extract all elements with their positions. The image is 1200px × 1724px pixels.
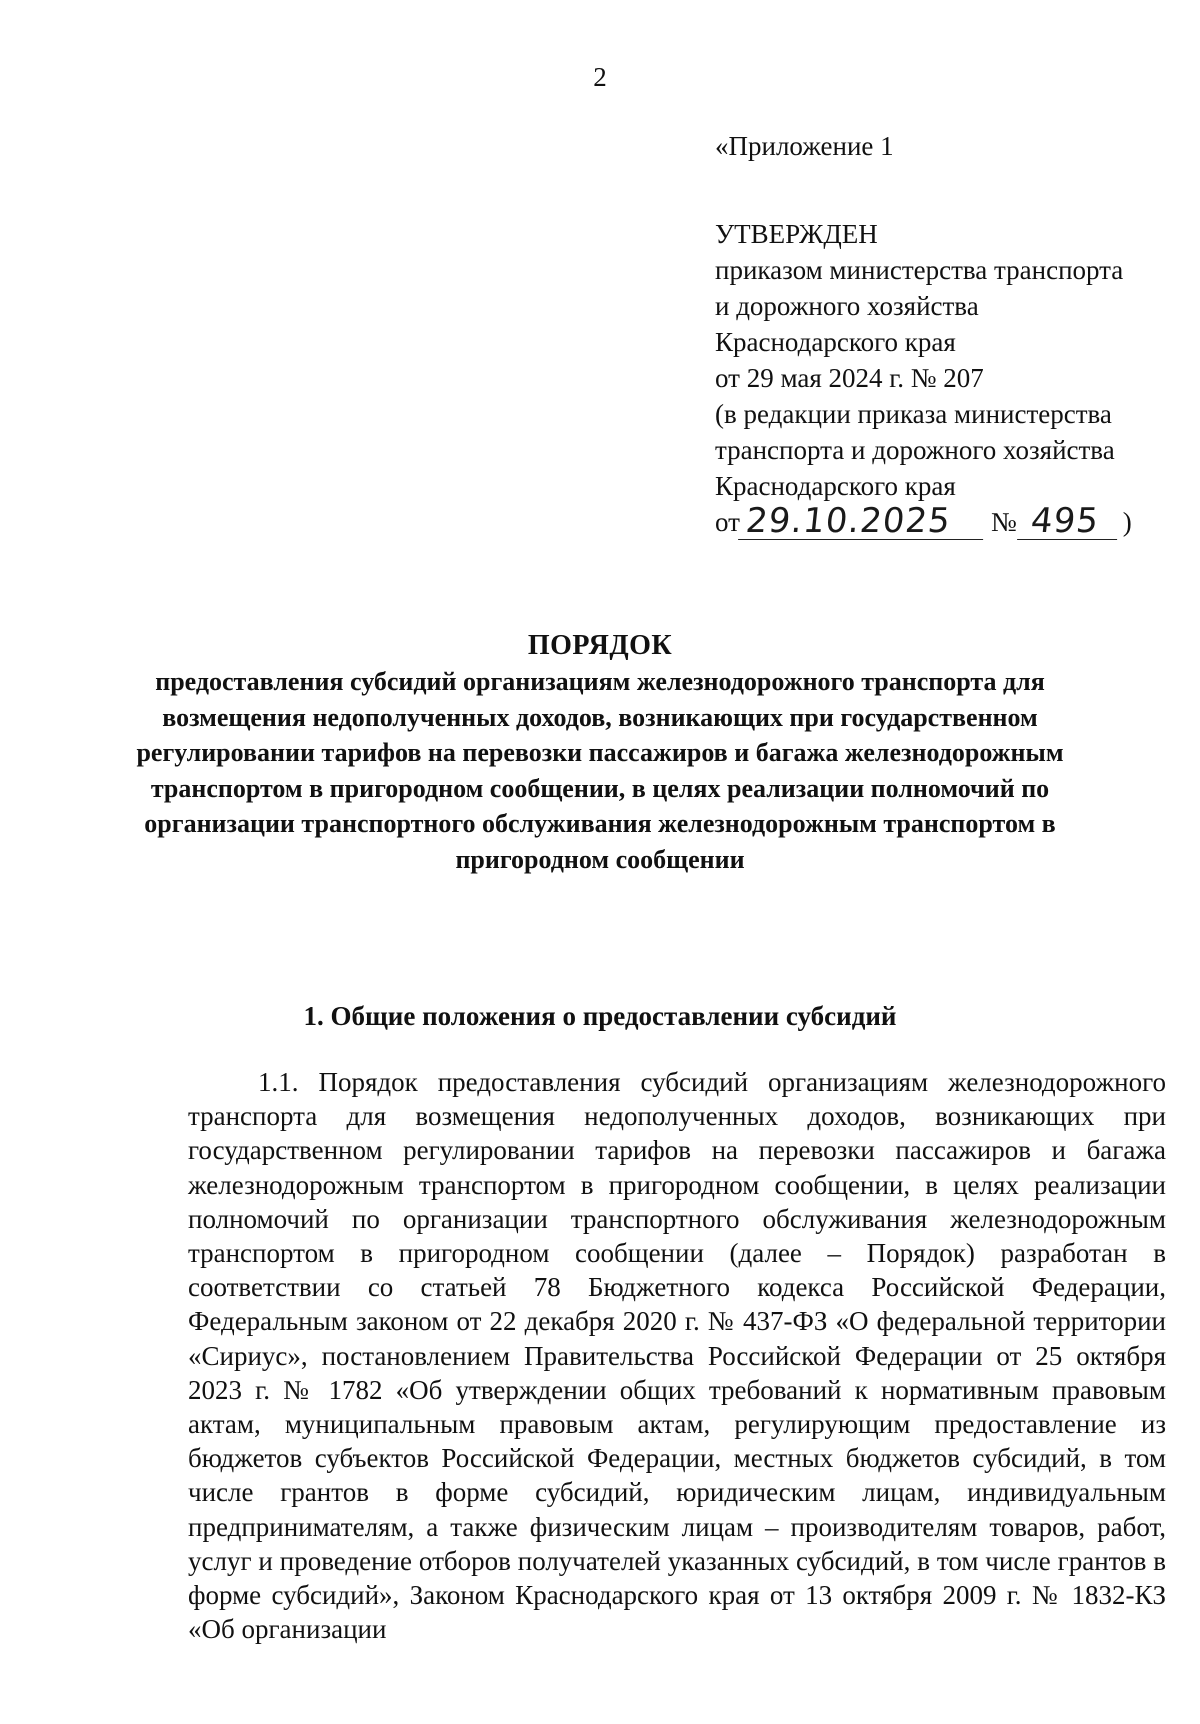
approval-line: и дорожного хозяйства (715, 291, 979, 321)
approval-line: от 29 мая 2024 г. № 207 (715, 363, 984, 393)
document-title: ПОРЯДОК (527, 630, 673, 661)
approval-block (715, 128, 1185, 540)
approval-line: Краснодарского края (715, 471, 956, 501)
handwritten-date: 29.10.2025 (738, 503, 987, 540)
approved-label: УТВЕРЖДЕН (715, 219, 878, 249)
from-label: от (715, 507, 740, 537)
paragraph-1-1: 1.1. Порядок предоставления субсидий организациям железнодорожного транспорта для возмещения недополученных доходов, возникающих при государственном регулировании тарифов на перевозки пассажиров и багажа железнодорожным транспортом в пригородном сообщении, в целях реализации полномочий по организации транспортного обслуживания железнодорожным транспортом в пригородном сообщении (далее – Порядок) разработан в соответствии со статьей 78 Бюджетного кодекса Российской Федерации, Федеральным законом от 22 декабря 2020 г. № 437-ФЗ «О федеральной территории «Сириус», постановлением Правительства Российской Федерации от 25 октября 2023 г. № 1782 «Об утверждении общих требований к нормативным правовым актам, муниципальным правовым актам, регулирующим предоставление из бюджетов субъектов Российской Федерации, местных бюджетов субсидий, в том числе грантов в форме субсидий, юридическим лицам, индивидуальным предпринимателям, а также физическим лицам – производителям товаров, работ, услуг и проведение отборов получателей указанных субсидий, в том числе грантов в форме субсидий», Законом Краснодарского края от 13 октября 2009 г. № 1832-КЗ «Об организации (188, 1067, 1166, 1645)
approval-line: приказом министерства транспорта (715, 255, 1124, 285)
document-title-block (100, 628, 1100, 877)
approval-line: транспорта и дорожного хозяйства (715, 435, 1115, 465)
page-number: 2 (593, 62, 607, 92)
document-subtitle: предоставления субсидий организациям железнодорожного транспорта для возмещения недополученных доходов, возникающих при государственном регулировании тарифов на перевозки пассажиров и багажа железнодорожным транспортом в пригородном сообщении, в целях реализации полномочий по организации транспортного обслуживания железнодорожным транспортом в пригородном сообщении (136, 667, 1064, 874)
approval-line: (в редакции приказа министерства (715, 399, 1112, 429)
annex-label: «Приложение 1 (715, 131, 894, 161)
closing-parenthesis: ) (1122, 507, 1132, 537)
amendment-date-number-line (715, 501, 1185, 541)
approval-line: Краснодарского края (715, 327, 956, 357)
section-heading: 1. Общие положения о предоставлении субсидий (303, 1001, 897, 1031)
handwritten-number: 495 (1017, 503, 1121, 540)
number-sign: № (990, 507, 1017, 537)
